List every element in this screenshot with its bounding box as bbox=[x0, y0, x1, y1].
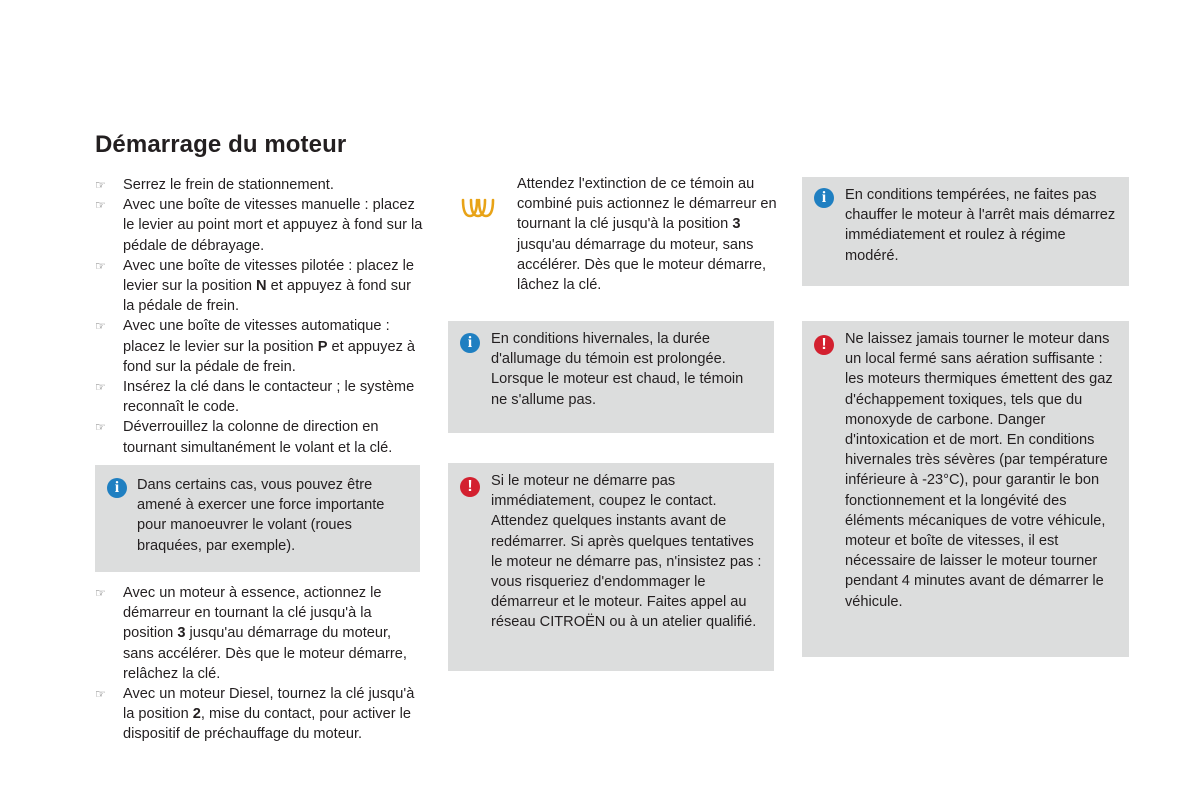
step-text: Avec un moteur à essence, actionnez le démarreur en tournant la clé jusqu'à la position bbox=[123, 585, 382, 642]
pointing-hand-icon: ☞ bbox=[95, 420, 106, 435]
info-icon: i bbox=[460, 333, 480, 353]
pointing-hand-icon: ☞ bbox=[95, 319, 106, 334]
warning-box-enclosed-space bbox=[802, 321, 1129, 657]
list-item bbox=[95, 256, 425, 317]
warning-text: Ne laissez jamais tourner le moteur dans un local fermé sans aération suffisante : les moteurs thermiques émettent des gaz d'échappement toxiques, tels que du monoxyde de carbone. Danger d'intoxication et de mort. En conditions hivernales très sévères (par température inférieure à -23°C), pour garantir le bon fonctionnement et la longévité des éléments mécaniques de votre véhicule, moteur et boîte de vitesses, il est nécessaire de laisser le moteur tourner pendant 4 minutes avant de démarrer le véhicule. bbox=[845, 331, 1113, 610]
info-text: Dans certains cas, vous pouvez être amené à exercer une force importante pour manoeuvrer le volant (roues braquées, par exemple). bbox=[137, 477, 385, 554]
preparation-steps bbox=[95, 175, 425, 458]
list-item bbox=[95, 377, 425, 417]
step-text: Avec une boîte de vitesses pilotée : placez le levier sur la position bbox=[123, 257, 414, 295]
list-item bbox=[95, 316, 425, 377]
step-text: jusqu'au démarrage du moteur, sans accélérer. Dès que le moteur démarre, relâchez la clé. bbox=[123, 625, 407, 682]
warning-text: Si le moteur ne démarre pas immédiatement, coupez le contact. Attendez quelques instants avant de redémarrer. Si après quelques tentatives le moteur ne démarre pas, n'insistez pas : vous risqueriez d'endommager le démarreur et le moteur. Faites appel au réseau CITROËN ou à un atelier qualifié. bbox=[491, 473, 762, 631]
step-text: Déverrouillez la colonne de direction en tournant simultanément le volant et la clé. bbox=[123, 419, 393, 456]
list-item bbox=[95, 684, 425, 745]
glow-text-part: jusqu'au démarrage du moteur, sans accélérer. Dès que le moteur démarre, lâchez la clé. bbox=[517, 236, 767, 294]
warning-icon: ! bbox=[460, 477, 480, 497]
warning-icon: ! bbox=[814, 335, 834, 355]
glow-text bbox=[517, 174, 779, 295]
step-text: et appuyez à fond sur la pédale de frein. bbox=[123, 278, 411, 315]
step-text: , mise du contact, pour activer le dispositif de préchauffage du moteur. bbox=[123, 706, 411, 743]
glow-plug-warning-lamp-icon bbox=[461, 196, 497, 220]
gear-position: P bbox=[317, 338, 328, 355]
pointing-hand-icon: ☞ bbox=[95, 198, 106, 213]
info-box-temperate bbox=[802, 177, 1129, 286]
pointing-hand-icon: ☞ bbox=[95, 586, 106, 600]
step-text: Avec un moteur Diesel, tournez la clé jusqu'à la position bbox=[123, 686, 415, 723]
pointing-hand-icon: ☞ bbox=[95, 258, 106, 273]
step-text: Serrez le frein de stationnement. bbox=[123, 177, 334, 193]
warning-box-no-start bbox=[448, 463, 774, 671]
key-position: 2 bbox=[192, 706, 201, 723]
list-item bbox=[95, 175, 425, 195]
left-steps-column bbox=[95, 175, 425, 458]
info-box-winter bbox=[448, 321, 774, 433]
pointing-hand-icon: ☞ bbox=[95, 687, 106, 702]
engine-steps-column bbox=[95, 583, 425, 745]
info-icon: i bbox=[814, 188, 834, 208]
info-box-steering bbox=[95, 465, 420, 572]
glow-text-part: Attendez l'extinction de ce témoin au combiné puis actionnez le démarreur en tournant la clé jusqu'à la position bbox=[517, 176, 777, 233]
key-position: 3 bbox=[732, 216, 741, 233]
info-text: En conditions hivernales, la durée d'allumage du témoin est prolongée. Lorsque le moteur est chaud, le témoin ne s'allume pas. bbox=[491, 331, 744, 408]
step-text: Insérez la clé dans le contacteur ; le système reconnaît le code. bbox=[123, 379, 415, 416]
info-icon: i bbox=[107, 478, 127, 498]
key-position: 3 bbox=[177, 625, 186, 642]
list-item bbox=[95, 417, 425, 457]
step-text: Avec une boîte de vitesses manuelle : placez le levier au point mort et appuyez à fond sur la pédale de débrayage. bbox=[123, 197, 423, 254]
list-item bbox=[95, 583, 425, 684]
page-title: Démarrage du moteur bbox=[95, 131, 347, 158]
step-text: et appuyez à fond sur la pédale de frein. bbox=[123, 338, 416, 375]
list-item bbox=[95, 195, 425, 256]
engine-steps bbox=[95, 583, 425, 745]
step-text: Avec une boîte de vitesses automatique : placez le levier sur la position bbox=[123, 318, 390, 355]
pointing-hand-icon: ☞ bbox=[95, 178, 106, 192]
gear-position: N bbox=[256, 278, 267, 295]
pointing-hand-icon: ☞ bbox=[95, 380, 106, 395]
info-text: En conditions tempérées, ne faites pas chauffer le moteur à l'arrêt mais démarrez immédiatement et roulez à régime modéré. bbox=[845, 187, 1116, 264]
